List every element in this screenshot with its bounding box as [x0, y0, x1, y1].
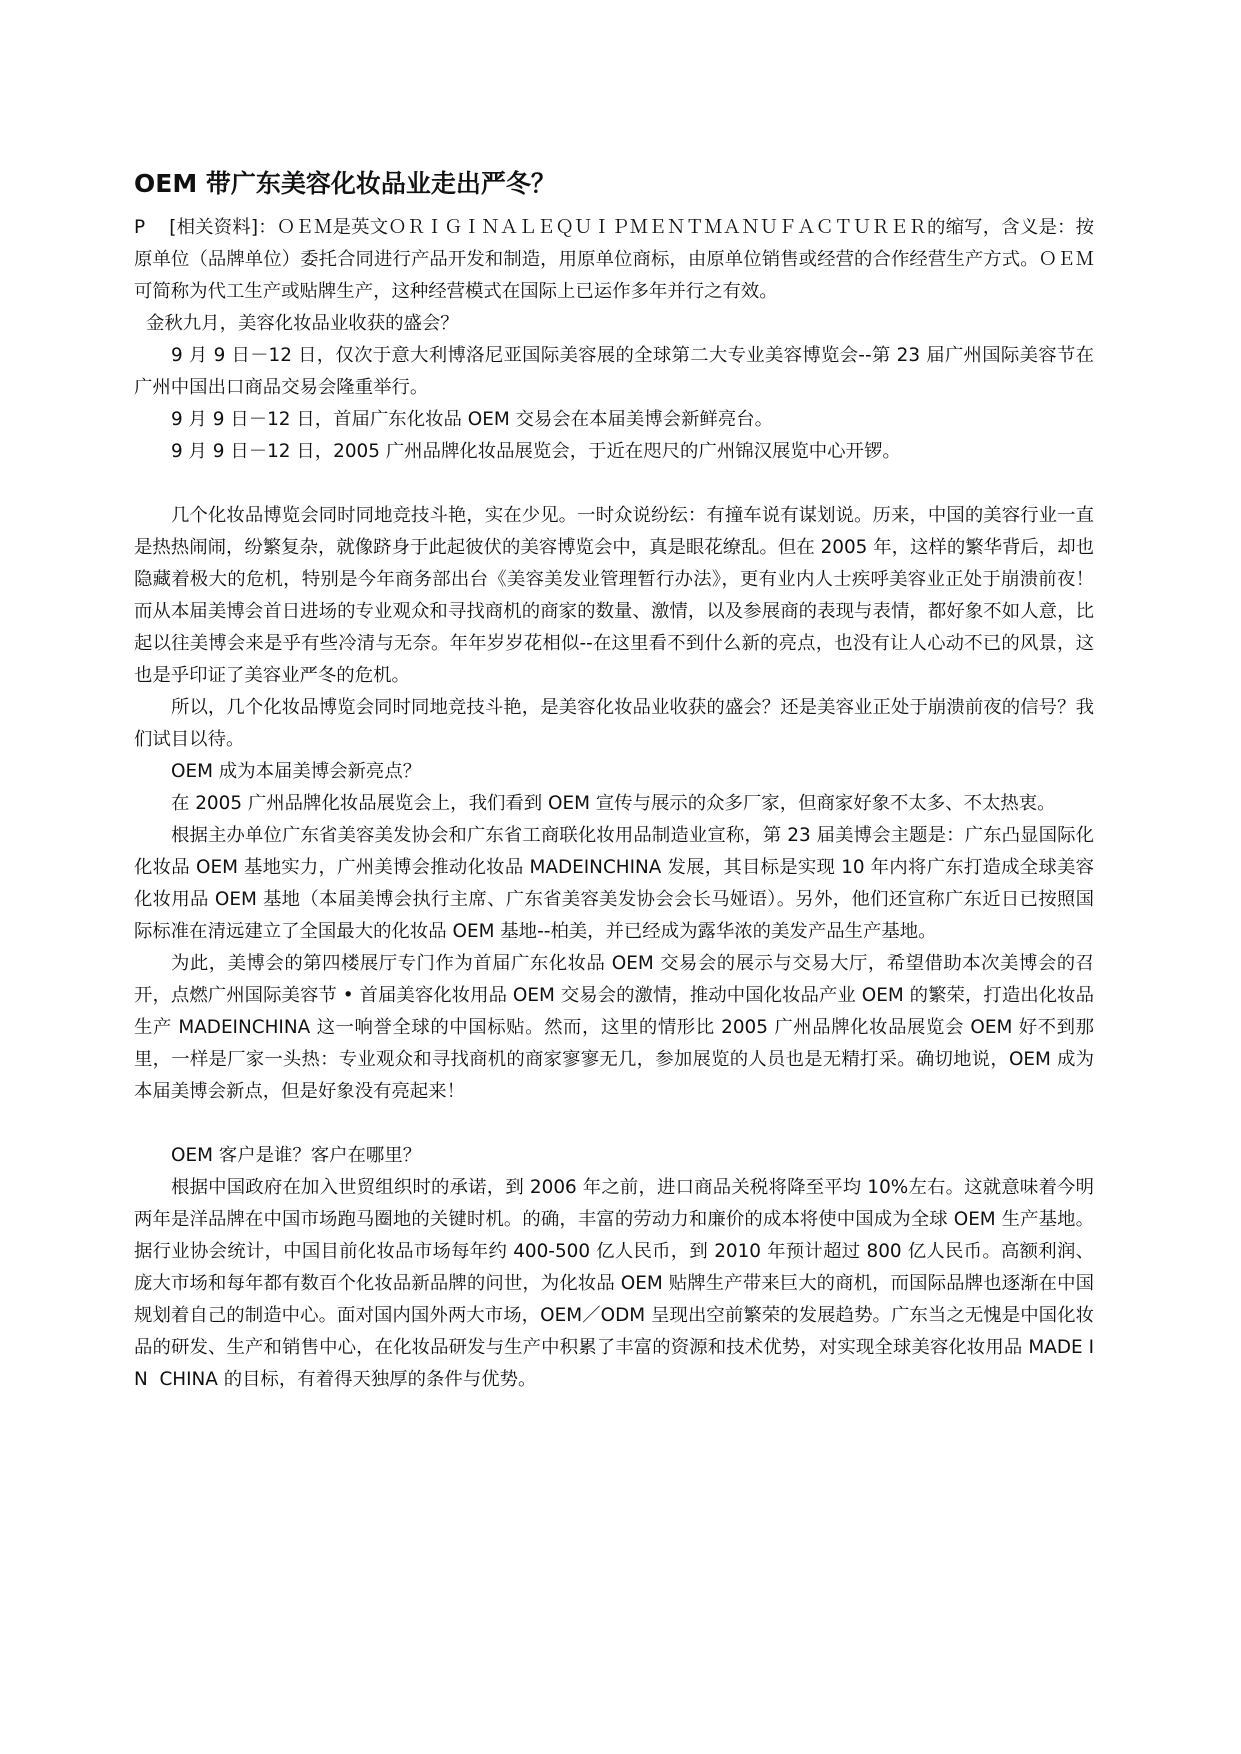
paragraph-spacer [134, 1108, 1094, 1140]
paragraph-autumn-question: 金秋九月，美容化妆品业收获的盛会？ [146, 313, 459, 334]
subheading-oem-customers: OEM 客户是谁？客户在哪里？ [171, 1145, 422, 1166]
paragraph-oem-fair: 9 月 9 日－12 日，首届广东化妆品 OEM 交易会在本届美博会新鲜亮台。 [171, 409, 773, 430]
subheading-oem-highlight: OEM 成为本届美博会新亮点？ [171, 761, 422, 782]
paragraph-background-info: P [相关资料]：ＯＥＭ是英文ＯＲＩＧＩＮＡＬＥＱＵＩＰＭＥＮＴＭＡＮＵＦＡＣＴＵＲＥＲ的缩写，含义是：按原单位（品牌单位）委托合同进行产品开发和制造，用原单位商标，由原单位销售或经营的合作经营生产方式。ＯＥＭ可简称为代工生产或贴牌生产，这种经营模式在国际上已运作多年并行之有效。 [134, 217, 1094, 302]
paragraph-wto-commitment: 根据中国政府在加入世贸组织时的承诺，到 2006 年之前，进口商品关税将降至平均 10%左右。这就意味着今明两年是洋品牌在中国市场跑马圈地的关键时机。的确，丰富的劳动力和廉价的成本将使中国成为全球 OEM 生产基地。据行业协会统计，中国目前化妆品市场每年约 400-500 亿人民币，到 2010 年预计超过 800 亿人民币。高额利润、庞大市场和每年都有数百个化妆品新品牌的问世，为化妆品 OEM 贴牌生产带来巨大的商机，而国际品牌也逐渐在中国规划着自己的制造中心。面对国内国外两大市场，OEM／ODM 呈现出空前繁荣的发展趋势。广东当之无愧是中国化妆品的研发、生产和销售中心，在化妆品研发与生产中积累了丰富的资源和技术优势，对实现全球美容化妆用品 MADE IN CHINA 的目标，有着得天独厚的条件与优势。 [134, 1177, 1094, 1390]
document-title: OEM 带广东美容化妆品业走出严冬？ [134, 169, 556, 198]
paragraph-oem-exhibitors: 在 2005 广州品牌化妆品展览会上，我们看到 OEM 宣传与展示的众多厂家，但商家好象不太多、不太热衷。 [171, 793, 1056, 814]
document-page [134, 164, 1094, 1396]
paragraph-expo-23rd: 9 月 9 日－12 日，仅次于意大利博洛尼亚国际美容展的全球第二大专业美容博览会--第 23 届广州国际美容节在广州中国出口商品交易会隆重举行。 [134, 345, 1094, 398]
paragraph-expo-theme: 根据主办单位广东省美容美发协会和广东省工商联化妆用品制造业宣称，第 23 届美博会主题是：广东凸显国际化化妆品 OEM 基地实力，广州美博会推动化妆品 MADEINCHINA 发展，其目标是实现 10 年内将广东打造成全球美容化妆用品 OEM 基地（本届美博会执行主席、广东省美容美发协会会长马娅语）。另外，他们还宣称广东近日已按照国际标准在清远建立了全国最大的化妆品 OEM 基地--柏美，并已经成为露华浓的美发产品生产基地。 [134, 825, 1094, 942]
paragraph-spacer [134, 468, 1094, 500]
paragraph-harvest-or-collapse: 所以，几个化妆品博览会同时同地竞技斗艳，是美容化妆品业收获的盛会？还是美容业正处于崩溃前夜的信号？我们试目以待。 [134, 697, 1094, 750]
paragraph-industry-crisis: 几个化妆品博览会同时同地竞技斗艳，实在少见。一时众说纷纭：有撞车说有谋划说。历来，中国的美容行业一直是热热闹闹，纷繁复杂，就像跻身于此起彼伏的美容博览会中，真是眼花缭乱。但在 2005 年，这样的繁华背后，却也隐藏着极大的危机，特别是今年商务部出台《美容美发业管理暂行办法》，更有业内人士疾呼美容业正处于崩溃前夜！而从本届美博会首日进场的专业观众和寻找商机的商家的数量、激情，以及参展商的表现与表情，都好象不如人意，比起以往美博会来是乎有些冷清与无奈。年年岁岁花相似--在这里看不到什么新的亮点，也没有让人心动不已的风景，这也是乎印证了美容业严冬的危机。 [134, 505, 1094, 686]
paragraph-brand-exhibition: 9 月 9 日－12 日，2005 广州品牌化妆品展览会，于近在咫尺的广州锦汉展览中心开锣。 [171, 441, 901, 462]
paragraph-fourth-floor-hall: 为此，美博会的第四楼展厅专门作为首届广东化妆品 OEM 交易会的展示与交易大厅，希望借助本次美博会的召开，点燃广州国际美容节 • 首届美容化妆用品 OEM 交易会的激情，推动中国化妆品产业 OEM 的繁荣，打造出化妆品生产 MADEINCHINA 这一响誉全球的中国标贴。然而，这里的情形比 2005 广州品牌化妆品展览会 OEM 好不到那里，一样是厂家一头热：专业观众和寻找商机的商家寥寥无几，参加展览的人员也是无精打采。确切地说，OEM 成为本届美博会新点，但是好象没有亮起来！ [134, 953, 1094, 1102]
